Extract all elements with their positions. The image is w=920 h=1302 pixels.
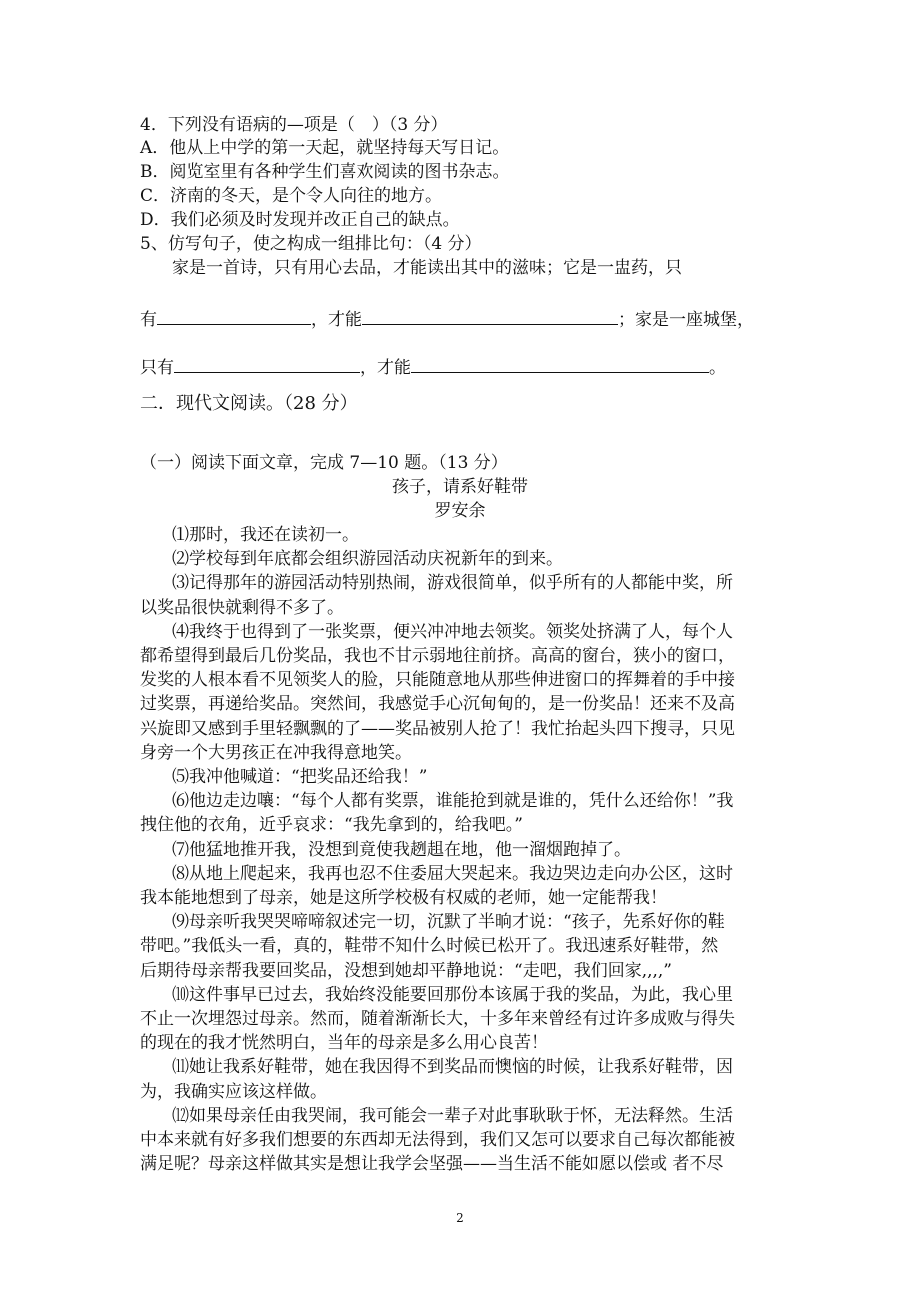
- passage-line: 过奖票，再递给奖品。突然间，我感觉手心沉甸甸的，是一份奖品！还来不及高: [140, 694, 735, 714]
- passage-line: 兴旋即又感到手里轻飘飘的了——奖品被别人抢了！我忙抬起头四下搜寻，只见: [140, 719, 735, 739]
- passage-line: 为，我确实应该这样做。: [140, 1082, 327, 1102]
- q5-line1-text-c: ；家是一座城堡，: [618, 310, 754, 330]
- passage-line: 发奖的人根本看不见领奖人的脸，只能随意地从那些伸进窗口的挥舞着的手中接: [140, 670, 735, 690]
- answer-blank[interactable]: [174, 354, 360, 373]
- passage-line: ⑴那时，我还在读初一。: [172, 525, 359, 545]
- passage-line: 以奖品很快就剩得不多了。: [140, 598, 344, 618]
- passage-line: ⑶记得那年的游园活动特别热闹，游戏很简单，似乎所有的人都能中奖，所: [172, 573, 733, 593]
- passage-line: 后期待母亲帮我要回奖品，没想到她却平静地说：“走吧，我们回家,,,,”: [140, 961, 672, 981]
- passage-line: ⑽这件事早已过去，我始终没能要回那份本该属于我的奖品，为此，我心里: [172, 985, 733, 1005]
- q4-option-b: B．阅览室里有各种学生们喜欢阅读的图书杂志。: [140, 162, 510, 182]
- q4-option-c: C．济南的冬天，是个令人向往的地方。: [140, 186, 443, 206]
- passage-line: 都希望得到最后几份奖品，我也不甘示弱地往前挤。高高的窗台，狭小的窗口，: [140, 646, 735, 666]
- passage-line: ⑹他边走边嚷：“每个人都有奖票，谁能抢到就是谁的，凭什么还给你！”我: [172, 791, 734, 811]
- q5-line1-text-a: 有: [140, 310, 157, 330]
- passage-line: ⑵学校每到年底都会组织游园活动庆祝新年的到来。: [172, 549, 563, 569]
- q4-stem: 4．下列没有语病的—项是（ ）（3 分）: [140, 115, 448, 135]
- q5-line1-text-b: ，才能: [311, 310, 362, 330]
- article-author: 罗安余: [434, 501, 486, 521]
- article-title: 孩子，请系好鞋带: [392, 477, 528, 497]
- passage-line: 带吧。”我低头一看，真的，鞋带不知什么时候已松开了。我迅速系好鞋带，然: [140, 936, 719, 956]
- passage-line: 拽住他的衣角，近乎哀求：“我先拿到的，给我吧。”: [140, 815, 523, 835]
- passage-line: ⑺他猛地推开我，没想到竟使我趔趄在地，他一溜烟跑掉了。: [172, 840, 631, 860]
- passage-line: ⑾她让我系好鞋带，她在我因得不到奖品而懊恼的时候，让我系好鞋带，因: [172, 1057, 733, 1077]
- q4-option-d: D．我们必须及时发现并改正自己的缺点。: [140, 210, 460, 230]
- passage-line: 中本来就有好多我们想要的东西却无法得到，我们又怎可以要求自己每次都能被: [140, 1130, 735, 1150]
- passage-line: 的现在的我才恍然明白，当年的母亲是多么用心良苦！: [140, 1033, 548, 1053]
- passage-line: 我本能地想到了母亲，她是这所学校极有权威的老师，她一定能帮我！: [140, 888, 667, 908]
- section-heading: 二．现代文阅读。（28 分）: [140, 393, 358, 414]
- passage-line: ⑿如果母亲任由我哭闹，我可能会一辈子对此事耿耿于怀，无法释然。生活: [172, 1106, 733, 1126]
- reading-intro: （一）阅读下面文章，完成 7—10 题。（13 分）: [140, 453, 508, 473]
- q5-line2-text-a: 只有: [140, 358, 174, 378]
- q5-stem: 5、仿写句子，使之构成一组排比句：（4 分）: [140, 234, 482, 254]
- q5-fill-line-1: [140, 306, 754, 331]
- passage-line: 不止一次埋怨过母亲。然而，随着渐渐长大，十多年来曾经有过许多成败与得失: [140, 1009, 735, 1029]
- passage-line: ⑻从地上爬起来，我再也忍不住委屈大哭起来。我边哭边走向办公区，这时: [172, 864, 733, 884]
- passage-line: 身旁一个大男孩正在冲我得意地笑。: [140, 743, 412, 763]
- answer-blank[interactable]: [411, 354, 709, 373]
- q4-option-a: A．他从上中学的第一天起，就坚持每天写日记。: [140, 138, 510, 158]
- q5-line2-text-b: ，才能: [360, 358, 411, 378]
- answer-blank[interactable]: [157, 306, 311, 325]
- q5-line2-text-c: 。: [709, 358, 726, 378]
- passage-line: 满足呢？母亲这样做其实是想让我学会坚强——当生活不能如愿以偿或 者不尽: [140, 1154, 724, 1174]
- passage-line: ⑼母亲听我哭哭啼啼叙述完一切，沉默了半晌才说：“孩子，先系好你的鞋: [172, 912, 725, 932]
- q5-prompt: 家是一首诗，只有用心去品，才能读出其中的滋味；它是一盅药，只: [172, 258, 682, 278]
- passage-line: ⑸我冲他喊道：“把奖品还给我！”: [172, 767, 428, 787]
- passage-line: ⑷我终于也得到了一张奖票，便兴冲冲地去领奖。领奖处挤满了人，每个人: [172, 622, 733, 642]
- answer-blank[interactable]: [362, 306, 618, 325]
- page-number: 2: [456, 1211, 464, 1225]
- q5-fill-line-2: [140, 354, 726, 379]
